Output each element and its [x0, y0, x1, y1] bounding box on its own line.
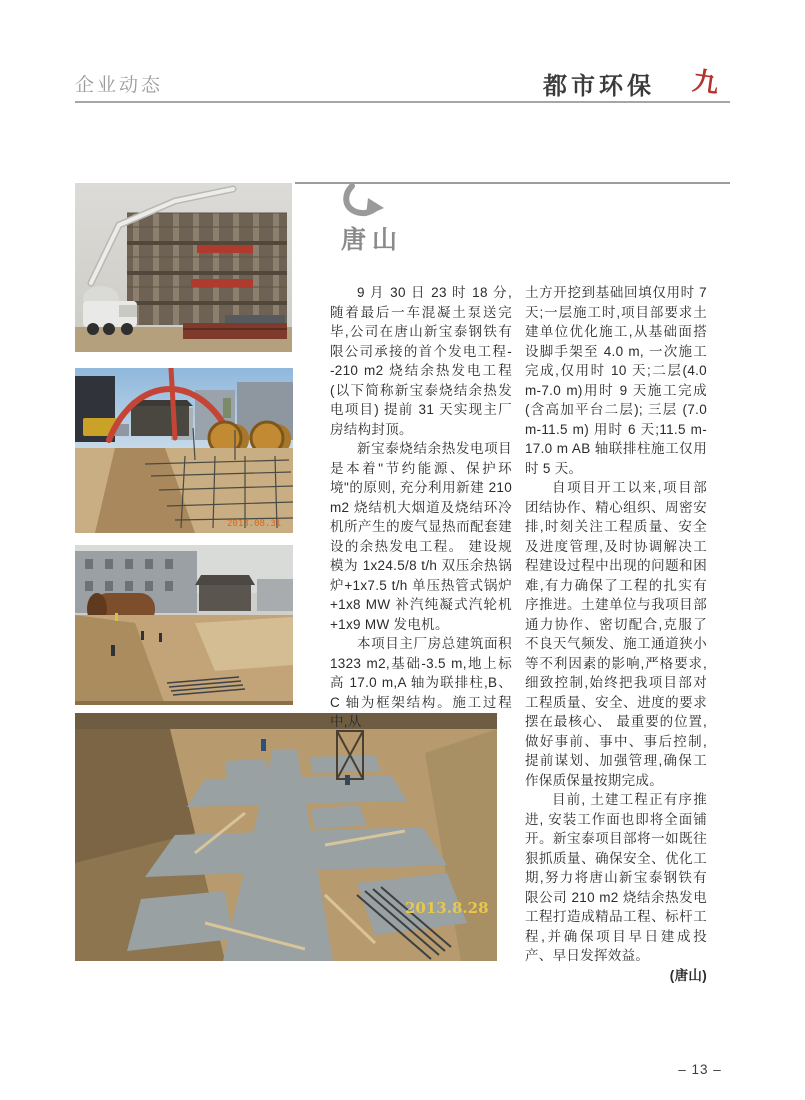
- photo2-shed: [127, 400, 193, 436]
- article-column-right: [525, 283, 707, 985]
- construction-photo-strip-foundations: [75, 713, 497, 961]
- photo1-building-structure: [127, 213, 287, 325]
- article-column-left: [330, 283, 512, 732]
- page-section-title: 企业动态: [75, 75, 164, 96]
- location-tag: 唐山: [341, 225, 404, 254]
- photo3-shed: [195, 575, 293, 611]
- construction-photo-excavation: [75, 545, 293, 705]
- article-byline: (唐山): [669, 967, 707, 983]
- brand-logo-text: 都市环保: [543, 72, 655, 100]
- photo4-date-stamp: 2013.8.28: [405, 899, 489, 917]
- header-divider: [75, 101, 730, 103]
- construction-photo-topping-out: [75, 183, 292, 352]
- article-paragraph: 自项目开工以来,项目部团结协作、精心组织、周密安排,时刻关注工程质量、安全及进度管理,及时协调解决工程建设过程中出现的问题和困难,有力确保了工程的扎实有序推进。土建单位与我项目部通力协作、密切配合,克服了不良天气频发、施工通道狭小等不利因素的影响,严格要求,细致控制,始终把我项目部对工程质量、安全、进度的要求摆在最核心、 最重要的位置,做好事前、事中、事后控制,提前谋划、加强管理,确保工作保质保量按期完成。: [525, 480, 707, 788]
- article-paragraph: 9 月 30 日 23 时 18 分,随着最后一车混凝土泵送完毕,公司在唐山新宝泰钢铁有限公司承接的首个发电工程--210 m2 烧结余热发电工程(以下简称新宝泰烧结余热发电项目) 提前 31 天实现主厂房结构封顶。: [330, 285, 512, 437]
- article-paragraph: 目前, 土建工程正有序推进, 安装工作面也即将全面铺开。新宝泰项目部将一如既往狠抓质量、确保安全、优化工期,努力将唐山新宝泰钢铁有限公司 210 m2 烧结余热发电工程打造成精品工程、标杆工程,并确保项目早日建成投产、早日发挥效益。: [525, 792, 707, 963]
- photo3-bottom-edge: [75, 701, 293, 705]
- article-paragraph: 本项目主厂房总建筑面积 1323 m2,基础-3.5 m,地上标高 17.0 m,A 轴为联排柱,B、C 轴为框架结构。施工过程中,从: [330, 636, 512, 729]
- construction-photo-foundation-rebar: [75, 368, 293, 533]
- brand-logo-red-mark-icon: 九: [690, 66, 721, 100]
- photo2-date-stamp: 2013.08.31: [227, 519, 282, 529]
- page-number: – 13 –: [678, 1062, 722, 1077]
- article-paragraph: 土方开挖到基础回填仅用时 7 天;一层施工时,项目部要求土建单位优化施工,从基础面搭设脚手架至 4.0 m, 一次施工完成,仅用时 10 天;二层(4.0 m-7.0 m)用时 9 天施工完成(含高加平台二层); 三层 (7.0 m-11.5 m) 用时 6 天;11.5 m-17.0 m AB 轴联排柱施工仅用时 5 天。: [525, 285, 707, 476]
- article-paragraph: 新宝泰烧结余热发电项目是本着"节约能源、保护环境"的原则, 充分利用新建 210 m2 烧结机大烟道及烧结环冷机所产生的废气显热而配套建设的余热发电工程。 建设规模为 1x24.5/8 t/h 双压余热锅炉+1x7.5 t/h 单压热管式锅炉+1x8 MW 补汽纯凝式汽轮机+1x9 MW 发电机。: [330, 441, 512, 632]
